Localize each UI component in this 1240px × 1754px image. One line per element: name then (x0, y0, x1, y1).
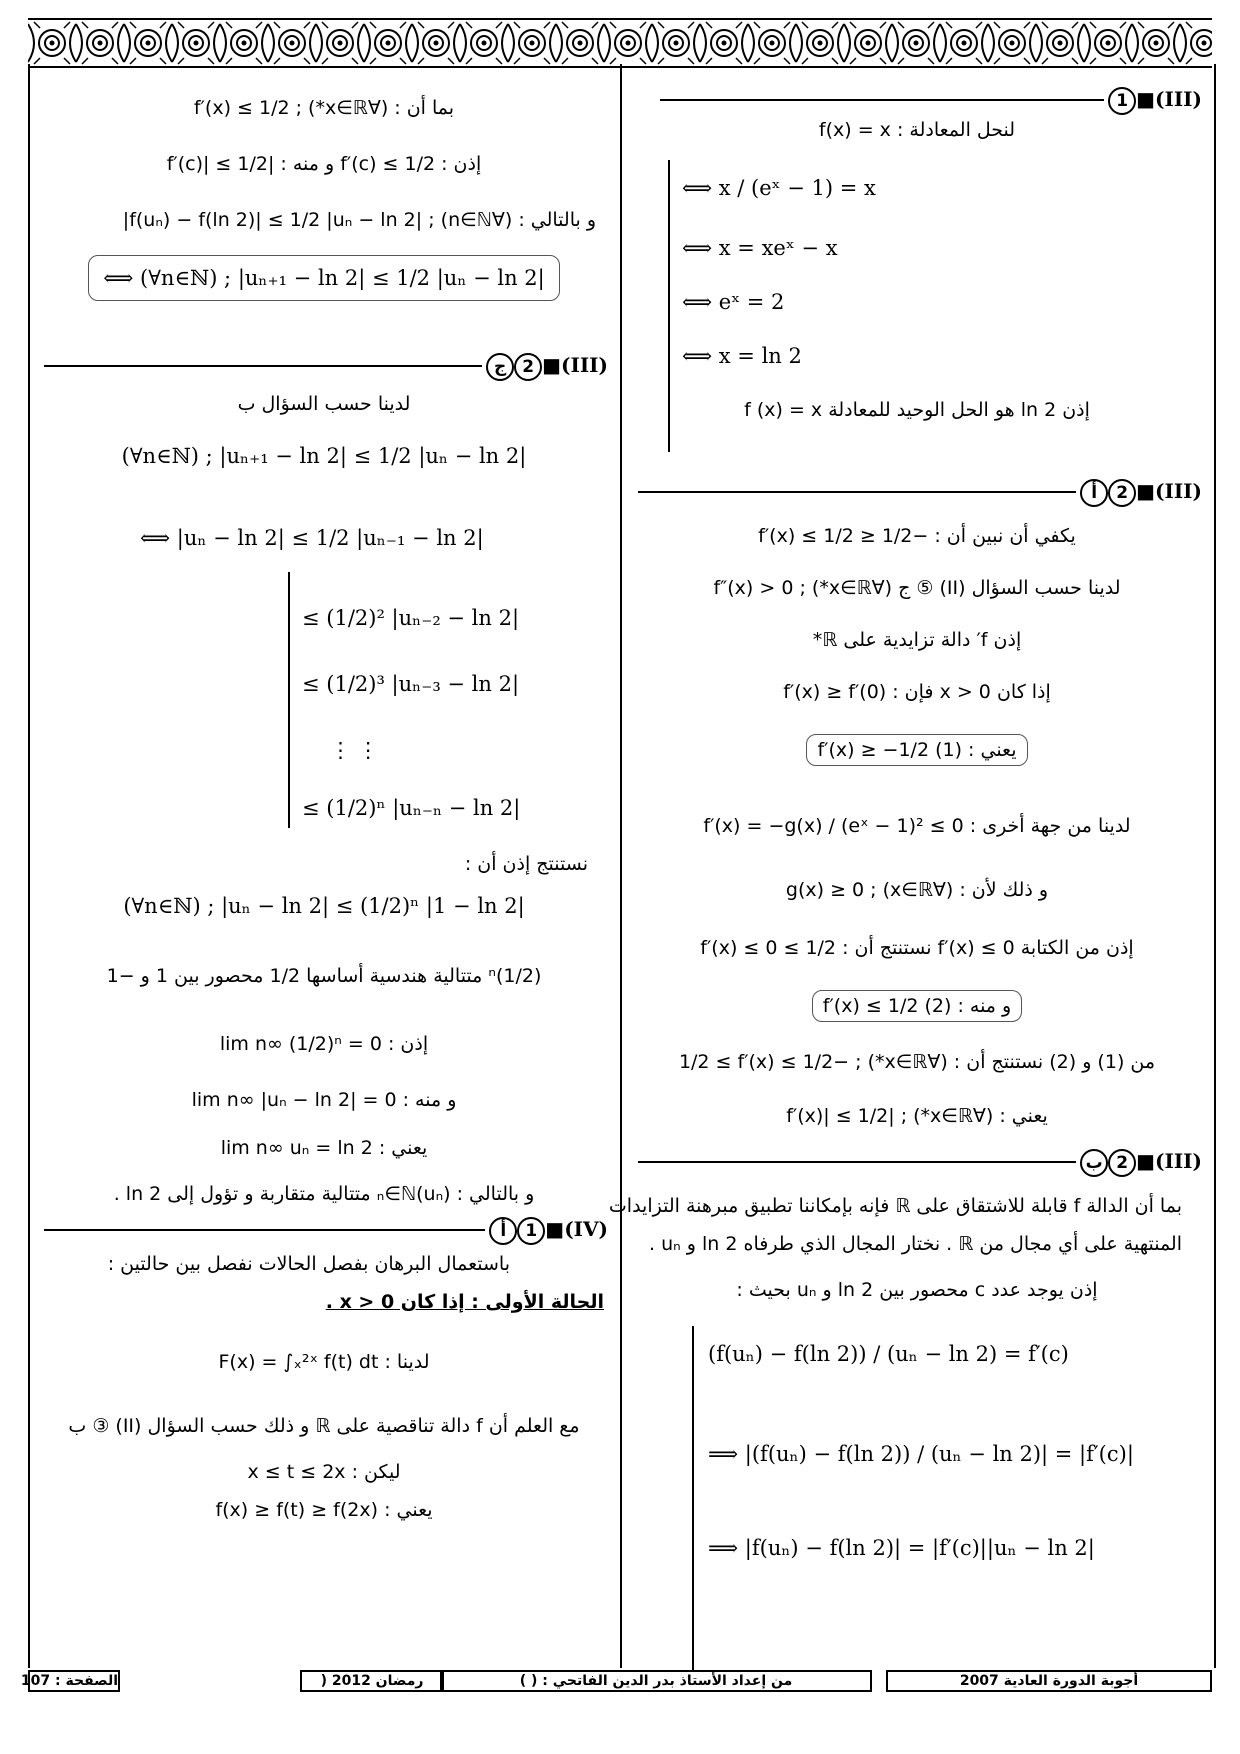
boxed-result-text: ⟺ (∀n∈ℕ) ; |uₙ₊₁ − ln 2| ≤ 1/2 |uₙ − ln 2| (88, 255, 559, 301)
paragraph-line: إذن يوجد عدد c محصور بين ln 2 و uₙ بحيث : (736, 1279, 1098, 1301)
page-number: الصفحة : 107 (28, 1670, 120, 1692)
step-line: من (1) و (2) نستنتج أن : (∀x∈ℝ*) ; −1/2 ≤ f′(x) ≤ 1/2 (678, 1051, 1156, 1073)
footer-date: رمضان 2012 ( (300, 1670, 444, 1692)
step-line: إذن f′ دالة تزايدية على ℝ* (812, 629, 1022, 651)
number-badge: 2 (514, 353, 542, 381)
footer-author: من إعداد الأستاذ بدر الدين الفاتحي : ( ) (440, 1670, 872, 1692)
equivalence-step-4: ⟺ x = ln 2 (682, 344, 802, 368)
section-header-III-2b (638, 1146, 1202, 1176)
section-label: ■(III) (542, 353, 608, 377)
right-column (608, 64, 1210, 1668)
section-label: ■(III) (1136, 1149, 1202, 1173)
step-line: ⟺ |uₙ − ln 2| ≤ 1/2 |uₙ₋₁ − ln 2| (140, 526, 484, 550)
implication-step-2: ⟹ |(f(uₙ) − f(ln 2)) / (uₙ − ln 2)| = |f′(c)| (708, 1442, 1134, 1466)
page-footer (20, 1668, 1212, 1692)
step-line: إذا كان x > 0 فإن : f′(x) ≥ f′(0) (783, 681, 1051, 703)
step-line: ≤ (1/2)³ |uₙ₋₃ − ln 2| (302, 672, 520, 696)
implication-step-3: ⟹ |f(uₙ) − f(ln 2)| = |f′(c)||uₙ − ln 2| (708, 1536, 1095, 1560)
step-line: (1/2)ⁿ متتالية هندسية أساسها 1/2 محصور بين 1 و −1 (106, 965, 542, 987)
decorative-border (28, 18, 1212, 68)
step-line: إذن : lim n∞ (1/2)ⁿ = 0 (219, 1033, 429, 1055)
step-line: إذن : f′(c) ≤ 1/2 و منه : |f′(c)| ≤ 1/2 (166, 153, 482, 175)
boxed-result-3 (30, 264, 618, 292)
step-line: يعني : (∀x∈ℝ*) ; |f′(x)| ≤ 1/2 (786, 1105, 1048, 1127)
section-label: ■(III) (1136, 479, 1202, 503)
step-line: لدينا حسب السؤال ب (237, 393, 411, 415)
step-line: و منه : lim n∞ |uₙ − ln 2| = 0 (191, 1089, 457, 1111)
ornament-pattern-icon (28, 20, 1212, 66)
paragraph-line: بما أن الدالة f قابلة للاشتقاق على ℝ فإنه بإمكاننا تطبيق مبرهنة التزايدات (608, 1195, 1182, 1217)
equation-intro: لنحل المعادلة : f(x) = x (818, 119, 1016, 141)
number-badge: 2 (1108, 1149, 1136, 1177)
boxed-result-text: و منه : f′(x) ≤ 1/2 (2) (812, 990, 1022, 1022)
step-line: و بالتالي : (∀n∈ℕ) ; |f(uₙ) − f(ln 2)| ≤ 1/2 |uₙ − ln 2| (122, 209, 596, 231)
ellipsis-line: ⋮ ⋮ (330, 738, 379, 762)
implication-bracket (692, 1326, 694, 1670)
number-badge: 2 (1108, 479, 1136, 507)
step-line: (∀n∈ℕ) ; |uₙ₊₁ − ln 2| ≤ 1/2 |uₙ − ln 2| (121, 444, 527, 468)
letter-badge: ج (486, 353, 514, 381)
boxed-result-2 (624, 992, 1210, 1020)
footer-title: أجوبة الدورة العادية 2007 (886, 1670, 1212, 1692)
step-line: و بالتالي : (uₙ)ₙ∈ℕ متتالية متقاربة و تؤول إلى ln 2 . (113, 1183, 535, 1205)
step-line: يكفي أن نبين أن : −1/2 ≤ f′(x) ≤ 1/2 (758, 525, 1076, 547)
number-badge: 1 (517, 1217, 545, 1245)
step-line: إذن من الكتابة f′(x) ≤ 0 نستنتج أن : f′(x) ≤ 0 ≤ 1/2 (700, 937, 1134, 959)
number-badge: 1 (1108, 87, 1136, 115)
step-line: لدينا : F(x) = ∫ₓ²ˣ f(t) dt (218, 1351, 430, 1373)
boxed-result-1 (624, 736, 1210, 764)
letter-badge: أ (1080, 479, 1108, 507)
column-divider (620, 64, 622, 1668)
step-line: يعني : lim n∞ uₙ = ln 2 (220, 1137, 428, 1159)
left-column (30, 64, 618, 1668)
inequality-bracket (288, 572, 290, 828)
implication-step-1: (f(uₙ) − f(ln 2)) / (uₙ − ln 2) = f′(c) (708, 1342, 1069, 1366)
equivalence-step-3: ⟺ eˣ = 2 (682, 290, 785, 314)
step-line: لدينا من جهة أخرى : f′(x) = −g(x) / (eˣ − 1)² ≤ 0 (703, 815, 1131, 837)
section-header-III-2a (638, 476, 1202, 506)
step-line: نستنتج إذن أن : (464, 853, 588, 875)
section-label: ■(III) (1136, 87, 1202, 111)
step-line: بما أن : (∀x∈ℝ*) ; f′(x) ≤ 1/2 (193, 97, 455, 119)
section-header-III-1 (660, 84, 1202, 114)
conclusion: إذن ln 2 هو الحل الوحيد للمعادلة f (x) = x (744, 399, 1090, 421)
section-header-IV-1a (44, 1214, 608, 1244)
paragraph-line: المنتهية على أي مجال من ℝ . نختار المجال الذي طرفاه ln 2 و uₙ . (649, 1233, 1182, 1255)
step-line: لدينا حسب السؤال (II) ⑤ ج (∀x∈ℝ*) ; f″(x) > 0 (713, 577, 1121, 599)
section-header-III-2c (44, 350, 608, 380)
letter-badge: أ (489, 1217, 517, 1245)
equivalence-step-2: ⟺ x = xeˣ − x (682, 236, 838, 260)
step-line: (∀n∈ℕ) ; |uₙ − ln 2| ≤ (1/2)ⁿ |1 − ln 2| (123, 894, 525, 918)
case-heading: الحالة الأولى : إذا كان x > 0 . (325, 1291, 604, 1313)
step-line: يعني : f(x) ≥ f(t) ≥ f(2x) (215, 1499, 433, 1521)
step-line: ≤ (1/2)ⁿ |uₙ₋ₙ − ln 2| (302, 796, 521, 820)
step-line: و ذلك لأن : (∀x∈ℝ) ; g(x) ≥ 0 (785, 879, 1049, 901)
letter-badge: ب (1080, 1149, 1108, 1177)
paragraph-line: باستعمال البرهان بفصل الحالات نفصل بين حالتين : (107, 1253, 510, 1275)
step-line: مع العلم أن f دالة تناقصية على ℝ و ذلك حسب السؤال (II) ③ ب (68, 1415, 580, 1437)
step-line: ليكن : x ≤ t ≤ 2x (247, 1461, 401, 1483)
boxed-result-text: يعني : f′(x) ≥ −1/2 (1) (806, 734, 1027, 766)
step-line: ≤ (1/2)² |uₙ₋₂ − ln 2| (302, 606, 520, 630)
equivalence-step-1: ⟺ x / (eˣ − 1) = x (682, 176, 876, 200)
section-label: ■(IV) (545, 1217, 608, 1241)
